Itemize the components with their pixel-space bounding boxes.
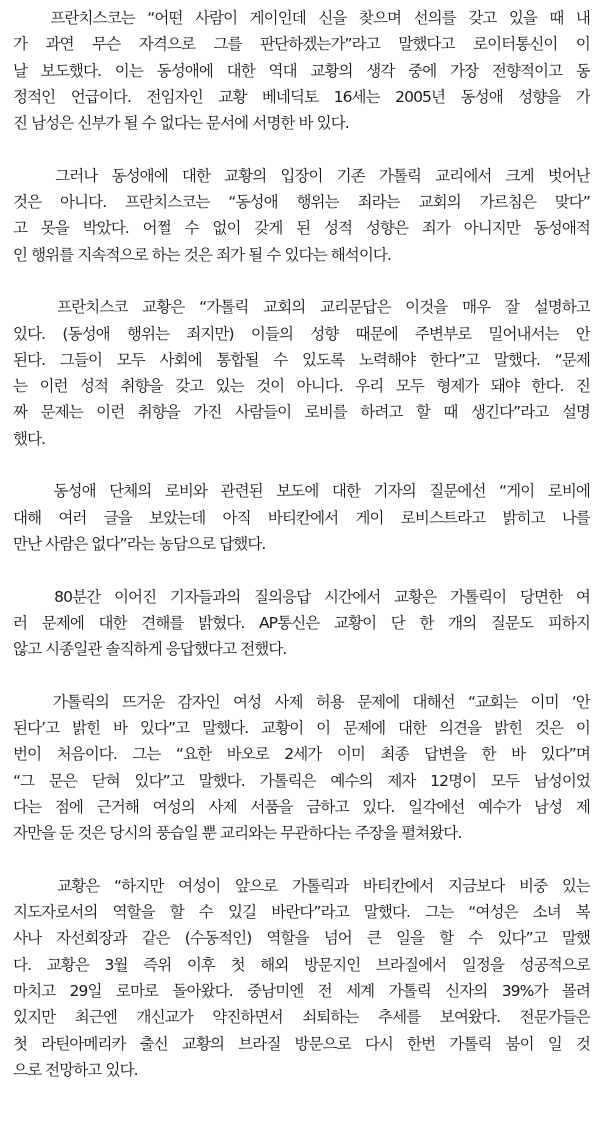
- text-line: 번이 처음이다. 그는 “요한 바오로 2세가 이미 최종 답변을 한 바 있다”며: [13, 745, 590, 764]
- text-line: 가 과연 무슨 자격으로 그를 판단하겠는가”라고 말했다고 로이터통신이 이: [13, 35, 590, 54]
- text-line: 동성애 단체의 로비와 관련된 보도에 대한 기자의 질문에선 “게이 로비에: [13, 482, 590, 501]
- text-line: 대해 여러 글을 보았는데 아직 바티칸에서 게이 로비스트라고 밝히고 나를: [13, 508, 590, 527]
- text-line: 고 못을 박았다. 어쩔 수 없이 갖게 된 성적 성향은 죄가 아니지만 동성애적: [13, 219, 590, 238]
- text-line: 된다’고 밝힌 바 있다”고 말했다. 교황이 이 문제에 대한 의견을 밝힌 것은 이: [13, 719, 590, 738]
- text-line: 마치고 29일 로마로 돌아왔다. 중남미엔 전 세계 가톨릭 신자의 39%가 몰려: [13, 981, 590, 1000]
- paragraph-4: [13, 478, 590, 557]
- text-line: 했다.: [13, 429, 46, 448]
- text-line: 진 남성은 신부가 될 수 없다는 문서에 서명한 바 있다.: [13, 114, 349, 133]
- paragraph-7: [13, 873, 590, 1083]
- text-line: 날 보도했다. 이는 동성애에 대한 역대 교황의 생각 중에 가장 전향적이고 동: [13, 61, 590, 80]
- text-line: 프란치스코는 “어떤 사람이 게이인데 신을 찾으며 선의를 갖고 있을 때 내: [13, 9, 590, 27]
- text-line: 있다. (동성애 행위는 죄지만) 이들의 성향 때문에 주변부로 밀어내서는 안: [13, 324, 590, 343]
- paragraph-1: [13, 5, 590, 136]
- text-line: 자만을 둔 것은 당시의 풍습일 뿐 교리와는 무관하다는 주장을 펼쳐왔다.: [13, 824, 462, 843]
- text-line: 다는 점에 근거해 여성의 사제 서품을 금하고 있다. 일각에선 예수가 남성 제: [13, 797, 590, 816]
- text-line: 짜 문제는 이런 취향을 가진 사람들이 로비를 하려고 할 때 생긴다”라고 설명: [13, 403, 590, 422]
- text-line: 만난 사람은 없다”라는 농담으로 답했다.: [13, 534, 266, 553]
- text-line: 다. 교황은 3월 즉위 이후 첫 해외 방문지인 브라질에서 일정을 성공적으로: [13, 955, 590, 974]
- paragraph-3: [13, 294, 590, 452]
- text-line: 러 문제에 대한 견해를 밝혔다. AP통신은 교황이 단 한 개의 질문도 피하지: [13, 613, 590, 632]
- paragraph-6: [13, 689, 590, 847]
- text-line: 된다. 그들이 모두 사회에 통합될 수 있도록 노력해야 한다”고 말했다. “문제: [13, 350, 590, 369]
- text-line: 는 이런 성적 취향을 갖고 있는 것이 아니다. 우리 모두 형제가 돼야 한다. 진: [13, 377, 590, 396]
- text-line: 정적인 언급이다. 전임자인 교황 베네딕토 16세는 2005년 동성애 성향을 가: [13, 87, 590, 106]
- text-line: 사나 자선회장과 같은 (수동적인) 역할을 넘어 큰 일을 할 수 있다”고 말했: [13, 929, 590, 948]
- paragraph-5: [13, 584, 590, 663]
- text-line: 80분간 이어진 기자들과의 질의응답 시간에서 교황은 가톨릭이 당면한 여: [13, 587, 590, 606]
- paragraph-2: [13, 163, 590, 268]
- text-line: 것은 아니다. 프란치스코는 “동성애 행위는 죄라는 교회의 가르침은 맞다”: [13, 193, 590, 212]
- text-line: 으로 전망하고 있다.: [13, 1060, 138, 1079]
- text-line: 프란치스코 교황은 “가톨릭 교회의 교리문답은 이것을 매우 잘 설명하고: [13, 298, 590, 317]
- text-line: 그러나 동성애에 대한 교황의 입장이 기존 가톨릭 교리에서 크게 벗어난: [13, 166, 590, 185]
- text-line: 첫 라틴아메리카 출신 교황의 브라질 방문으로 다시 한번 가톨릭 붐이 일 것: [13, 1034, 590, 1053]
- text-line: 지도자로서의 역할을 할 수 있길 바란다”라고 말했다. 그는 “여성은 소녀 복: [13, 903, 590, 922]
- text-line: 않고 시종일관 솔직하게 응답했다고 전했다.: [13, 640, 287, 659]
- text-line: 인 행위를 지속적으로 하는 것은 죄가 될 수 있다는 해석이다.: [13, 245, 392, 264]
- text-line: “그 문은 닫혀 있다”고 말했다. 가톨릭은 예수의 제자 12명이 모두 남성이었: [13, 771, 590, 790]
- text-line: 있지만 최근엔 개신교가 약진하면서 쇠퇴하는 추세를 보여왔다. 전문가들은: [13, 1008, 590, 1027]
- text-line: 가톨릭의 뜨거운 감자인 여성 사제 허용 문제에 대해선 “교회는 이미 ‘안: [13, 692, 590, 711]
- text-line: 교황은 “하지만 여성이 앞으로 가톨릭과 바티칸에서 지금보다 비중 있는: [13, 876, 590, 895]
